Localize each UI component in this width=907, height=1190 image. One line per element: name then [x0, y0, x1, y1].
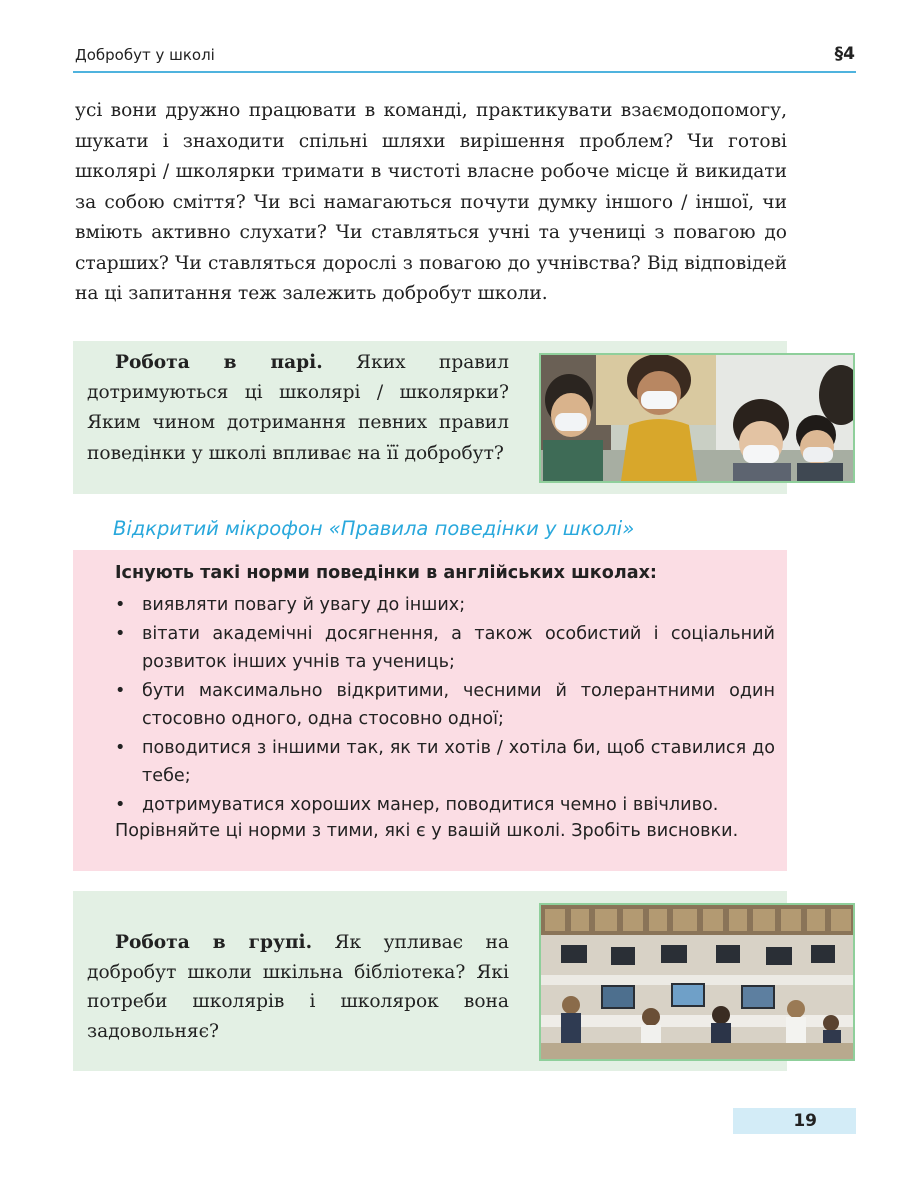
header-divider	[73, 71, 856, 73]
school-library-photo	[539, 903, 855, 1061]
rule-item: • поводитися з іншими так, як ти хотів / хотіла би, щоб ставилися до тебе;	[115, 734, 775, 791]
section-number: §4	[834, 44, 855, 64]
rules-conclusion: Порівняйте ці норми з тими, які є у вашій школі. Зробіть висновки.	[115, 821, 739, 841]
open-mic-title: Відкритий мікрофон «Правила поведінки у школі»	[113, 517, 635, 540]
rule-item: • виявляти повагу й увагу до інших;	[115, 591, 775, 620]
group-work-text	[87, 928, 509, 1046]
pair-work-label: Робота в парі.	[115, 352, 323, 373]
pair-work-question: Яких правил дотримуються ці школярі / школярки? Яким чином дотримання певних правил поведінки у школі впливає на її добробут?	[87, 352, 509, 464]
rules-heading: Існують такі норми поведінки в англійських школах:	[115, 563, 657, 583]
rule-item: • дотримуватися хороших манер, поводитися чемно і ввічливо.	[115, 791, 775, 820]
intro-paragraph: усі вони дружно працювати в команді, практикувати взаємодопомогу, шукати і знаходити спільні шляхи вирішення проблем? Чи готові школярі / школярки тримати в чистоті власне робоче місце й викидати за собою сміття? Чи всі намагаються почути думку іншого / іншої, чи вміють активно слухати? Чи ставляться учні та учениці з повагою до старших? Чи ставляться дорослі з повагою до учнівства? Від відповідей на ці запитання теж залежить добробут школи.	[75, 100, 787, 304]
page-number: 19	[793, 1111, 817, 1131]
section-title: Добробут у школі	[75, 46, 215, 64]
group-work-question: Як упливає на добробут школи шкільна бібліотека? Які потреби школярів і школярок вона задовольняє?	[87, 932, 509, 1042]
group-work-label: Робота в групі.	[115, 932, 313, 953]
rules-list	[115, 591, 775, 819]
pair-work-text	[87, 348, 509, 469]
rule-item: • вітати академічні досягнення, а також особистий і соціальний розвиток інших учнів та учениць;	[115, 620, 775, 677]
rule-item: • бути максимально відкритими, чесними й толерантними один стосовно одного, одна стосовно одної;	[115, 677, 775, 734]
students-in-masks-photo	[539, 353, 855, 483]
